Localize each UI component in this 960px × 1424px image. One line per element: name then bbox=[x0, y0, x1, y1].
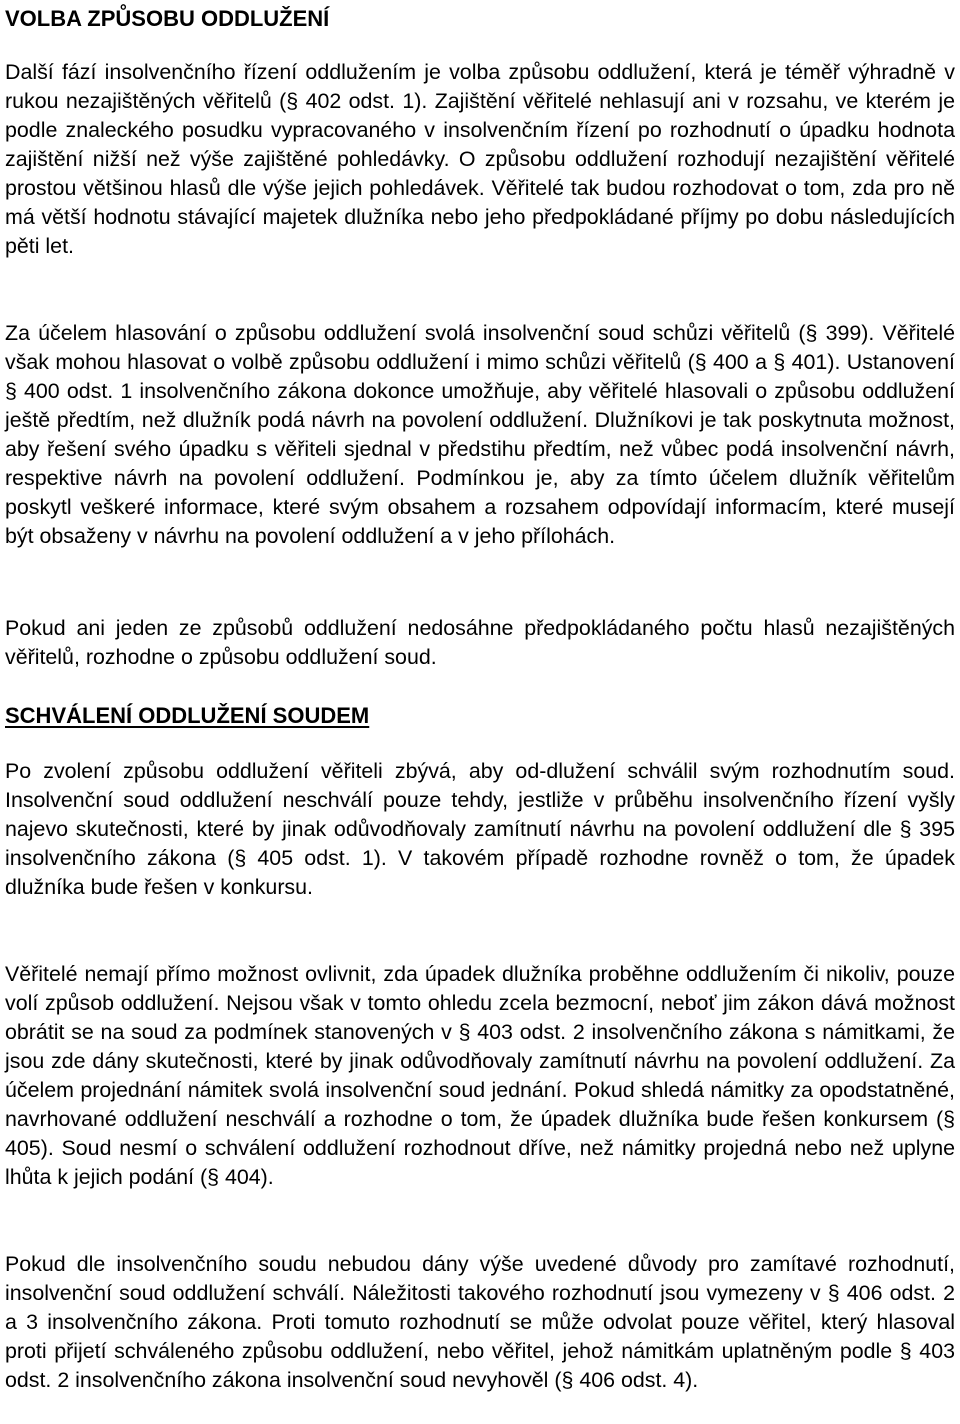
paragraph: Za účelem hlasování o způsobu oddlužení svolá insolvenční soud schůzi věřitelů (§ 399). Věřitelé však mohou hlasovat o volbě způsobu oddlužení i mimo schůzi věřitelů (§ 400 a § 401). Ustanovení § 400 odst. 1 insolvenčního zákona dokonce umožňuje, aby věřitelé hlasovali o způsobu oddlužení ještě předtím, než dlužník podá návrh na povolení oddlužení. Dlužníkovi je tak poskytnuta možnost, aby řešení svého úpadku s věřiteli sjednal v předstihu předtím, než vůbec podá insolvenční návrh, respektive návrh na povolení oddlužení. Podmínkou je, aby za tímto účelem dlužník věřitelům poskytl veškeré informace, které svým obsahem a rozsahem odpovídají informacím, které musejí být obsaženy v návrhu na povolení oddlužení a v jeho přílohách. bbox=[5, 321, 955, 548]
paragraph: Další fází insolvenčního řízení oddlužením je volba způsobu oddlužení, která je téměř výhradně v rukou nezajištěných věřitelů (§ 402 odst. 1). Zajištění věřitelé nehlasují ani v rozsahu, ve kterém je podle znaleckého posudku vypracovaného v insolvenčním řízení po rozhodnutí o úpadku hodnota zajištění nižší než výše zajištěné pohledávky. O způsobu oddlužení rozhodují nezajištění věřitelé prostou většinou hlasů dle výše jejich pohledávek. Věřitelé tak budou rozhodovat o tom, zda pro ně má větší hodnotu stávající majetek dlužníka nebo jeho předpokládané příjmy po dobu následujících pěti let. bbox=[5, 60, 955, 258]
paragraph: Pokud dle insolvenčního soudu nebudou dány výše uvedené důvody pro zamítavé rozhodnutí, insolvenční soud oddlužení schválí. Náležitosti takového rozhodnutí jsou vymezeny v § 406 odst. 2 a 3 insolvenčního zákona. Proti tomuto rozhodnutí se může odvolat pouze věřitel, který hlasoval proti přijetí schváleného způsobu oddlužení, nebo věřitel, jehož námitkám uplatněným podle § 403 odst. 2 insolvenčního zákona insolvenční soud nevyhověl (§ 406 odst. 4). bbox=[5, 1252, 955, 1392]
section-heading-volba: VOLBA ZPŮSOBU ODDLUŽENÍ bbox=[5, 6, 330, 31]
section-heading-schvaleni: SCHVÁLENÍ ODDLUŽENÍ SOUDEM bbox=[5, 703, 370, 728]
paragraph: Pokud ani jeden ze způsobů oddlužení nedosáhne předpokládaného počtu hlasů nezajištěných věřitelů, rozhodne o způsobu oddlužení soud. bbox=[5, 616, 955, 669]
paragraph: Po zvolení způsobu oddlužení věřiteli zbývá, aby od-dlužení schválil svým rozhodnutím soud. Insolvenční soud oddlužení neschválí pouze tehdy, jestliže v průběhu insolvenčního řízení vyšly najevo skutečnosti, které by jinak odůvodňovaly zamítnutí návrhu na povolení oddlužení dle § 395 insolvenčního zákona (§ 405 odst. 1). V takovém případě rozhodne rovněž o tom, že úpadek dlužníka bude řešen v konkursu. bbox=[5, 759, 955, 899]
paragraph: Věřitelé nemají přímo možnost ovlivnit, zda úpadek dlužníka proběhne oddlužením či nikoliv, pouze volí způsob oddlužení. Nejsou však v tomto ohledu zcela bezmocní, neboť jim zákon dává možnost obrátit se na soud za podmínek stanovených v § 403 odst. 2 insolvenčního zákona s námitkami, že jsou zde dány skutečnosti, které by jinak odůvodňovaly zamítnutí návrhu na povolení oddlužení. Za účelem projednání námitek svolá insolvenční soud jednání. Pokud shledá námitky za opodstatněné, navrhované oddlužení neschválí a rozhodne o tom, že úpadek dlužníka bude řešen konkursem (§ 405). Soud nesmí o schválení oddlužení rozhodnout dříve, než námitky projedná nebo než uplyne lhůta k jejich podání (§ 404). bbox=[5, 962, 955, 1189]
